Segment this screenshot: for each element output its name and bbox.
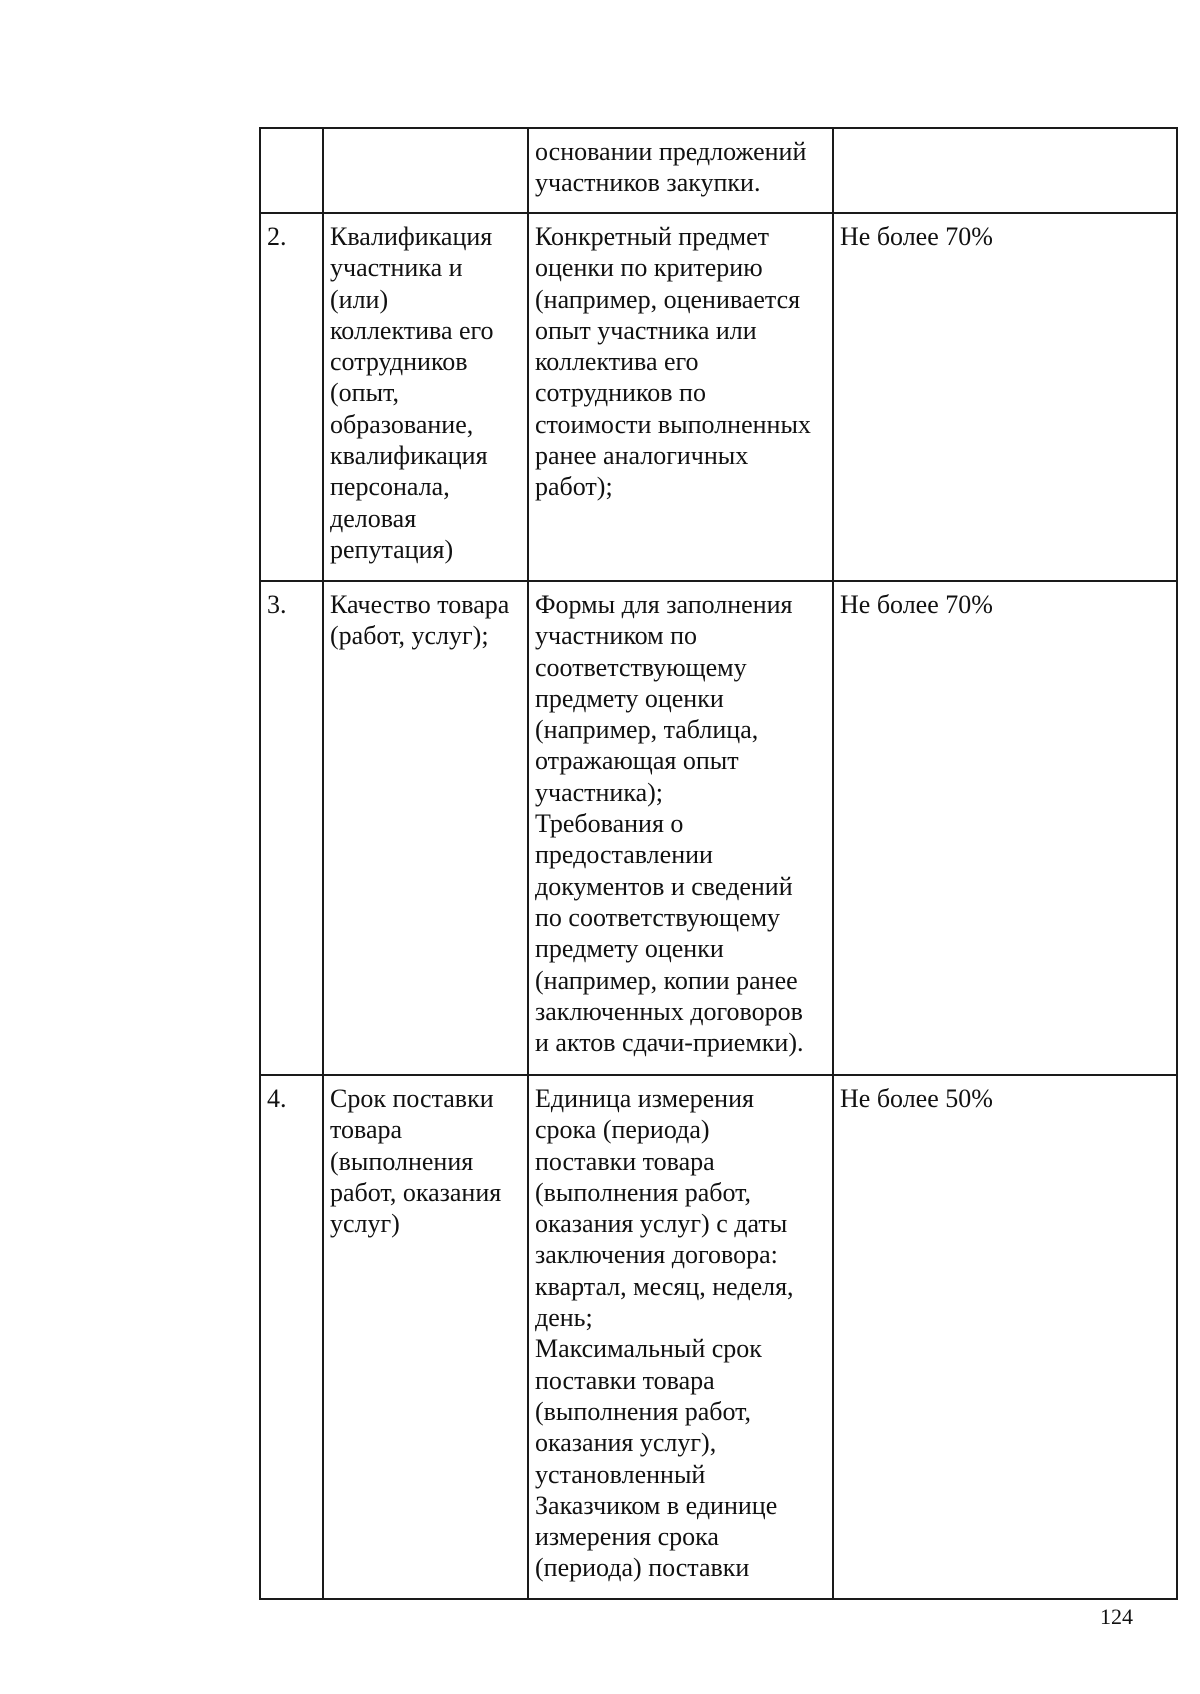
cell-text-line: деловая — [330, 503, 417, 533]
cell-text-line: образование, — [330, 409, 474, 439]
cell-text-line: Не более 70% — [840, 590, 993, 619]
cell-text-line: (или) — [330, 284, 389, 314]
cell-text-line: 4. — [267, 1084, 287, 1113]
cell-text-line: репутация) — [330, 534, 454, 564]
table-row — [260, 1075, 1177, 1599]
table-row — [260, 128, 1177, 213]
cell-text-line: услуг) — [330, 1209, 400, 1239]
cell-text-line: товара — [330, 1115, 403, 1145]
cell-text-line: коллектива его — [535, 347, 699, 377]
criterion-weight-cell — [833, 213, 1177, 581]
cell-text-line: по соответствующему — [535, 902, 781, 932]
cell-text-line: Единица измерения — [535, 1084, 754, 1113]
cell-text-line: поставки товара — [535, 1146, 715, 1176]
cell-text-line: 3. — [267, 590, 287, 619]
cell-text-line: (выполнения — [330, 1146, 474, 1176]
cell-text-line: предмету оценки — [535, 934, 724, 964]
cell-text-line: участников закупки. — [535, 168, 761, 198]
cell-text-line: день; — [535, 1303, 593, 1333]
criterion-weight-cell — [833, 128, 1177, 213]
evaluation-subject-cell — [528, 581, 833, 1075]
cell-text-line: сотрудников — [330, 347, 468, 377]
cell-text-line: коллектива его — [330, 315, 494, 345]
cell-text-line: предоставлении — [535, 840, 713, 870]
cell-text-line: Не более 70% — [840, 222, 993, 251]
cell-text-line: заключения договора: — [535, 1240, 778, 1270]
cell-text-line: работ, оказания — [330, 1177, 502, 1207]
cell-text-line: (выполнения работ, — [535, 1177, 752, 1207]
cell-text-line: персонала, — [330, 472, 450, 502]
cell-text-line: сотрудников по — [535, 378, 706, 408]
cell-text-line: Требования о — [535, 809, 684, 839]
cell-text-line: 2. — [267, 222, 287, 251]
row-number-cell — [260, 581, 323, 1075]
cell-text-line: оказания услуг), — [535, 1428, 717, 1458]
cell-text-line: стоимости выполненных — [535, 409, 811, 439]
criteria-table-body — [260, 128, 1177, 1599]
cell-text-line: предмету оценки — [535, 683, 724, 713]
cell-text-line: Срок поставки — [330, 1084, 494, 1113]
evaluation-subject-cell — [528, 1075, 833, 1599]
cell-text-line: Качество товара — [330, 590, 510, 619]
cell-text-line: опыт участника или — [535, 315, 757, 345]
criterion-weight-cell — [833, 1075, 1177, 1599]
cell-text-line: участником по — [535, 621, 698, 651]
criterion-name-cell — [323, 581, 528, 1075]
criterion-name-cell — [323, 213, 528, 581]
cell-text-line: квалификация — [330, 441, 488, 471]
criteria-table — [259, 127, 1178, 1600]
cell-text-line: документов и сведений — [535, 871, 793, 901]
cell-text-line: Максимальный срок — [535, 1334, 762, 1364]
table-row — [260, 213, 1177, 581]
cell-text-line: (выполнения работ, — [535, 1396, 752, 1426]
cell-text-line: заключенных договоров — [535, 996, 803, 1026]
cell-text-line: основании предложений — [535, 137, 807, 166]
cell-text-line: Не более 50% — [840, 1084, 993, 1113]
cell-text-line: Заказчиком в единице — [535, 1490, 778, 1520]
cell-text-line: поставки товара — [535, 1365, 715, 1395]
cell-text-line: участника); — [535, 777, 664, 807]
evaluation-subject-cell — [528, 213, 833, 581]
cell-text-line: оценки по критерию — [535, 253, 763, 283]
row-number-cell — [260, 128, 323, 213]
cell-text-line: Квалификация — [330, 222, 493, 251]
cell-text-line: ранее аналогичных — [535, 441, 749, 471]
cell-text-line: оказания услуг) с даты — [535, 1209, 788, 1239]
cell-text-line: квартал, месяц, неделя, — [535, 1271, 794, 1301]
cell-text-line: (периода) поставки — [535, 1553, 750, 1583]
cell-text-line: (опыт, — [330, 378, 399, 408]
cell-text-line: Конкретный предмет — [535, 222, 769, 251]
evaluation-subject-cell — [528, 128, 833, 213]
page-number: 124 — [1100, 1604, 1133, 1629]
cell-text-line: (например, оценивается — [535, 284, 801, 314]
cell-text-line: Формы для заполнения — [535, 590, 793, 619]
cell-text-line: срока (периода) — [535, 1115, 710, 1145]
cell-text-line: (работ, услуг); — [330, 621, 489, 651]
cell-text-line: соответствующему — [535, 652, 747, 682]
criterion-name-cell — [323, 128, 528, 213]
criterion-name-cell — [323, 1075, 528, 1599]
cell-text-line: и актов сдачи-приемки). — [535, 1028, 804, 1058]
row-number-cell — [260, 213, 323, 581]
cell-text-line: измерения срока — [535, 1522, 719, 1552]
cell-text-line: (например, копии ранее — [535, 965, 798, 995]
cell-text-line: участника и — [330, 253, 463, 283]
criterion-weight-cell — [833, 581, 1177, 1075]
cell-text-line: отражающая опыт — [535, 746, 739, 776]
row-number-cell — [260, 1075, 323, 1599]
cell-text-line: работ); — [535, 472, 613, 502]
table-row — [260, 581, 1177, 1075]
cell-text-line: (например, таблица, — [535, 715, 759, 745]
cell-text-line: установленный — [535, 1459, 706, 1489]
